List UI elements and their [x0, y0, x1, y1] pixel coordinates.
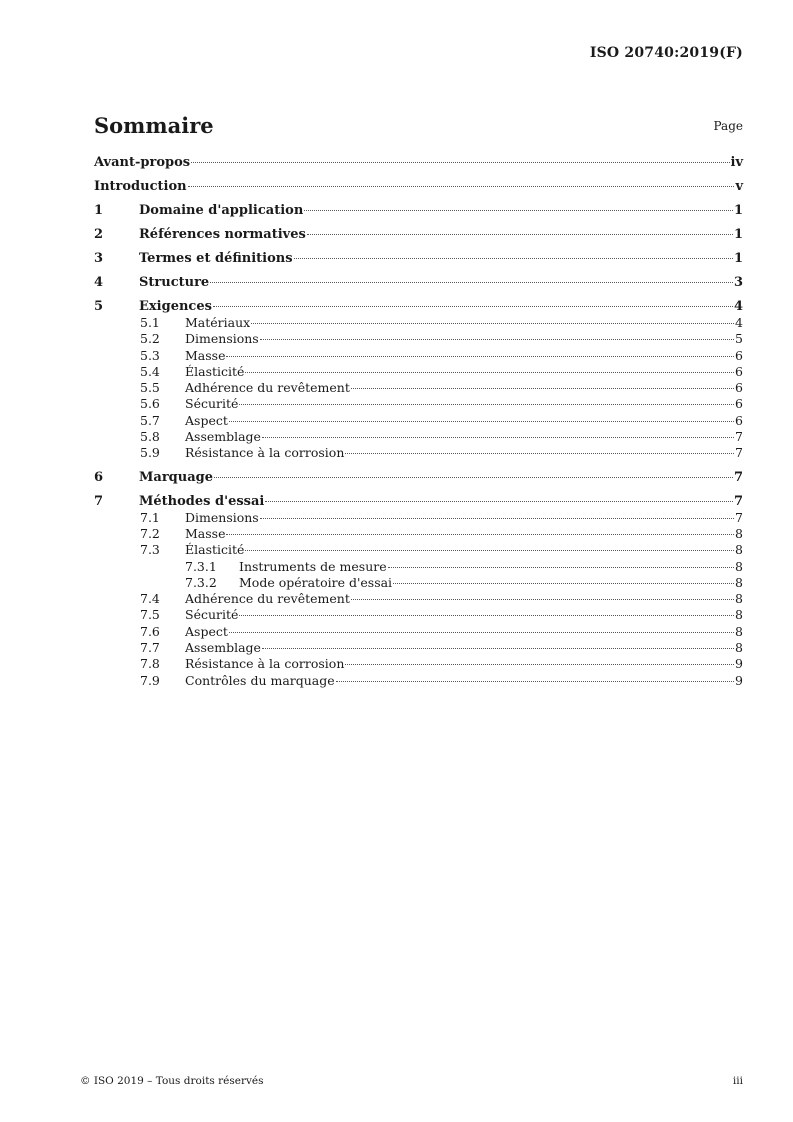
toc-entry[interactable]	[94, 607, 743, 623]
toc-entry-title: Exigences	[139, 299, 212, 314]
toc-entry-title: Mode opératoire d'essai	[239, 574, 393, 590]
toc-entry-page: 9	[735, 672, 743, 688]
toc-entry-title: Élasticité	[185, 542, 245, 558]
toc-entry-number: 7.3.2	[185, 574, 217, 590]
dot-leader	[229, 421, 734, 422]
toc-entry-title: Introduction	[94, 179, 187, 194]
dot-leader	[229, 632, 734, 633]
toc-entry-title: Méthodes d'essai	[139, 493, 265, 509]
dot-leader	[260, 339, 734, 340]
toc-entry-number: 7.6	[140, 623, 160, 639]
toc-entry-page: 8	[735, 574, 743, 590]
dot-leader	[345, 664, 734, 665]
toc-entry[interactable]	[94, 510, 743, 526]
toc-entry-page: 8	[735, 525, 743, 541]
toc-entry-title: Masse	[185, 525, 226, 541]
toc-entry-page: 5	[735, 331, 743, 347]
page-title: Sommaire	[94, 113, 214, 138]
toc-entry[interactable]	[94, 559, 743, 575]
dot-leader	[245, 372, 734, 373]
dot-leader	[226, 534, 734, 535]
toc-entry-page: 7	[735, 445, 743, 461]
toc-entry-page: 8	[735, 558, 743, 574]
dot-leader	[188, 186, 735, 187]
toc-entry-title: Avant-propos	[94, 155, 191, 170]
dot-leader	[393, 583, 734, 584]
toc-entry[interactable]	[94, 299, 743, 315]
toc-entry-page: v	[735, 179, 743, 194]
toc-entry[interactable]	[94, 275, 743, 291]
toc-entry-title: Adhérence du revêtement	[185, 591, 350, 607]
dot-leader	[262, 437, 734, 438]
toc-entry-page: 7	[733, 469, 743, 485]
toc-entry-title: Aspect	[185, 623, 228, 639]
toc-entry-title: Matériaux	[185, 315, 251, 330]
toc-entry-number: 5.2	[140, 331, 160, 347]
toc-entry[interactable]	[94, 429, 743, 445]
toc-entry-page: 4	[733, 299, 743, 314]
toc-entry-page: 3	[733, 275, 743, 290]
dot-leader	[214, 477, 733, 478]
toc-entry-number: 5.3	[140, 347, 160, 363]
toc-entry[interactable]	[94, 348, 743, 364]
toc-entry-title: Dimensions	[185, 331, 259, 347]
dot-leader	[245, 550, 734, 551]
toc-entry-number: 5.8	[140, 429, 160, 445]
dot-leader	[260, 518, 734, 519]
toc-entry-title: Références normatives	[139, 227, 306, 242]
toc-entry-title: Contrôles du marquage	[185, 672, 335, 688]
dot-leader	[262, 648, 734, 649]
toc-entry-number: 6	[94, 469, 104, 485]
dot-leader	[213, 306, 733, 307]
toc-entry-number: 3	[94, 251, 104, 266]
toc-entry[interactable]	[94, 640, 743, 656]
toc-entry-page: 6	[735, 347, 743, 363]
toc-entry-number: 5	[94, 299, 104, 314]
toc-entry-number: 5.4	[140, 363, 160, 379]
toc-entry[interactable]	[94, 624, 743, 640]
toc-entry-page: 8	[735, 607, 743, 623]
toc-entry-number: 2	[94, 227, 104, 242]
toc-entry-number: 4	[94, 275, 104, 290]
dot-leader	[307, 234, 733, 235]
toc-entry-page: 1	[733, 203, 743, 218]
dot-leader	[345, 453, 734, 454]
toc-entry-title: Marquage	[139, 469, 213, 485]
toc-entry-page: 1	[733, 251, 743, 266]
dot-leader	[191, 162, 729, 163]
toc-entry-title: Résistance à la corrosion	[185, 445, 345, 461]
toc-entry[interactable]	[94, 591, 743, 607]
toc-entry-title: Résistance à la corrosion	[185, 656, 345, 672]
toc-entry[interactable]	[94, 380, 743, 396]
toc-entry[interactable]	[94, 396, 743, 412]
toc-entry[interactable]	[94, 155, 743, 171]
toc-entry-number: 7.8	[140, 656, 160, 672]
dot-leader	[239, 615, 734, 616]
toc-entry-page: 6	[735, 363, 743, 379]
toc-entry[interactable]	[94, 179, 743, 195]
toc-entry-title: Dimensions	[185, 509, 259, 525]
toc-entry[interactable]	[94, 331, 743, 347]
toc-entry-number: 7.7	[140, 640, 160, 656]
toc-entry-title: Instruments de mesure	[239, 558, 387, 574]
dot-leader	[239, 404, 734, 405]
footer-page-number: iii	[732, 1075, 743, 1087]
toc-entry-number: 7.5	[140, 607, 160, 623]
dot-leader	[294, 258, 733, 259]
toc-entry-number: 7.1	[140, 509, 160, 525]
toc-entry-page: 6	[735, 396, 743, 412]
toc-entry-title: Termes et définitions	[139, 251, 293, 266]
toc-entry-number: 7.3.1	[185, 558, 217, 574]
toc-entry-page: 8	[735, 623, 743, 639]
toc-entry-title: Adhérence du revêtement	[185, 380, 350, 396]
toc-entry-page: 6	[735, 380, 743, 396]
toc-entry[interactable]	[94, 542, 743, 558]
toc-entry-title: Domaine d'application	[139, 203, 304, 218]
dot-leader	[351, 599, 734, 600]
toc-entry-title: Assemblage	[185, 429, 261, 445]
toc-entry[interactable]	[94, 364, 743, 380]
toc-entry[interactable]	[94, 251, 743, 267]
toc-entry-page: iv	[730, 155, 743, 170]
toc-entry[interactable]	[94, 494, 743, 510]
footer-copyright: © ISO 2019 – Tous droits réservés	[80, 1075, 264, 1087]
toc-entry-number: 7.3	[140, 542, 160, 558]
dot-leader	[251, 323, 734, 324]
toc-entry-title: Sécurité	[185, 396, 239, 412]
toc-entry-number: 7.2	[140, 525, 160, 541]
document-id: ISO 20740:2019(F)	[589, 45, 743, 61]
toc-entry-page: 9	[735, 656, 743, 672]
toc-entry[interactable]	[94, 445, 743, 461]
toc-entry[interactable]	[94, 656, 743, 672]
toc-entry-page: 8	[735, 591, 743, 607]
toc-entry[interactable]	[94, 203, 743, 219]
toc-entry-page: 8	[735, 640, 743, 656]
dot-leader	[226, 356, 734, 357]
toc-entry-page: 4	[735, 315, 743, 330]
toc-entry-page: 7	[733, 493, 743, 509]
toc-entry-title: Élasticité	[185, 363, 245, 379]
toc-entry[interactable]	[94, 470, 743, 486]
toc-entry-number: 7.4	[140, 591, 160, 607]
toc-entry[interactable]	[94, 413, 743, 429]
dot-leader	[388, 567, 734, 568]
toc-entry-page: 1	[733, 227, 743, 242]
toc-entry-number: 7	[94, 493, 104, 509]
toc-entry-title: Sécurité	[185, 607, 239, 623]
dot-leader	[351, 388, 734, 389]
dot-leader	[210, 282, 733, 283]
toc-entry-page: 7	[735, 509, 743, 525]
toc-entry-number: 5.7	[140, 412, 160, 428]
toc-entry-page: 6	[735, 412, 743, 428]
toc-entry-number: 5.1	[140, 315, 160, 330]
toc-entry[interactable]	[94, 526, 743, 542]
toc-entry-number: 5.9	[140, 445, 160, 461]
table-of-contents	[94, 155, 743, 689]
toc-entry-number: 5.5	[140, 380, 160, 396]
dot-leader	[304, 210, 733, 211]
dot-leader	[336, 681, 734, 682]
dot-leader	[265, 501, 733, 502]
toc-entry[interactable]	[94, 227, 743, 243]
toc-entry[interactable]	[94, 575, 743, 591]
toc-entry-number: 7.9	[140, 672, 160, 688]
toc-entry-page: 7	[735, 429, 743, 445]
toc-entry-number: 1	[94, 203, 104, 218]
toc-entry-number: 5.6	[140, 396, 160, 412]
toc-entry-page: 8	[735, 542, 743, 558]
toc-entry-title: Structure	[139, 275, 210, 290]
toc-entry[interactable]	[94, 315, 743, 331]
toc-entry-title: Aspect	[185, 412, 228, 428]
toc-entry-title: Masse	[185, 347, 226, 363]
page-column-label: Page	[713, 119, 743, 133]
toc-entry-title: Assemblage	[185, 640, 261, 656]
toc-entry[interactable]	[94, 673, 743, 689]
